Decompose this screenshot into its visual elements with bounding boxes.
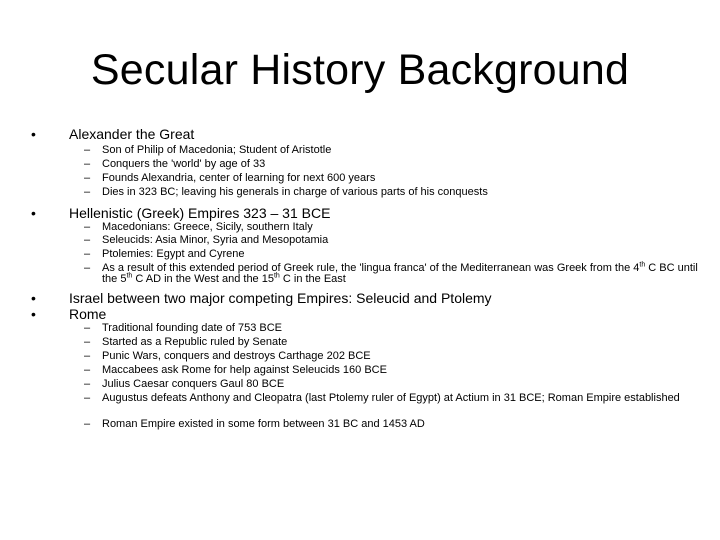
- sub-item-text: Macedonians: Greece, Sicily, southern Italy: [102, 221, 313, 233]
- dash-icon: –: [84, 322, 91, 334]
- sub-item-text: Son of Philip of Macedonia; Student of Aristotle: [102, 144, 332, 156]
- dash-icon: –: [84, 144, 91, 156]
- dash-icon: –: [84, 392, 91, 404]
- sub-item-text: Julius Caesar conquers Gaul 80 BCE: [102, 378, 285, 390]
- slide-title: Secular History Background: [90, 46, 630, 94]
- sub-item-text: Ptolemies: Egypt and Cyrene: [102, 248, 245, 260]
- sub-item-text: Started as a Republic ruled by Senate: [102, 336, 288, 348]
- dash-icon: –: [84, 248, 91, 260]
- dash-icon: –: [84, 186, 91, 198]
- bullet-icon: •: [31, 205, 36, 221]
- dash-icon: –: [84, 364, 91, 376]
- lingua-text-1: As a result of this extended period of Greek rule, the 'lingua franca' of the Mediterranean was Greek from the 4: [102, 262, 640, 274]
- sub-item-text: Punic Wars, conquers and destroys Carthage 202 BCE: [102, 350, 371, 362]
- dash-icon: –: [84, 158, 91, 170]
- ordinal-suffix: th: [639, 261, 646, 269]
- ordinal-suffix: th: [273, 272, 280, 280]
- dash-icon: –: [84, 262, 91, 274]
- sub-item-text: Founds Alexandria, center of learning for next 600 years: [102, 172, 376, 184]
- lingua-text-3: C AD in the West and the 15: [132, 273, 274, 285]
- lingua-text-4: C in the East: [279, 273, 346, 285]
- dash-icon: –: [84, 418, 91, 430]
- bullet-text: Alexander the Great: [69, 126, 195, 142]
- lingua-text-2: C BC until the 5: [102, 262, 698, 285]
- sub-item-text: Maccabees ask Rome for help against Seleucids 160 BCE: [102, 364, 387, 376]
- bullet-icon: •: [31, 306, 36, 322]
- sub-item-text: Conquers the 'world' by age of 33: [102, 158, 266, 170]
- bullet-text: Rome: [69, 306, 107, 322]
- bullet-text: Israel between two major competing Empires: Seleucid and Ptolemy: [69, 290, 492, 306]
- sub-item-text: Seleucids: Asia Minor, Syria and Mesopotamia: [102, 234, 329, 246]
- bullet-icon: •: [31, 126, 36, 142]
- dash-icon: –: [84, 234, 91, 246]
- dash-icon: –: [84, 336, 91, 348]
- sub-item-text: Dies in 323 BC; leaving his generals in charge of various parts of his conquests: [102, 186, 488, 198]
- sub-item-text: Augustus defeats Anthony and Cleopatra (last Ptolemy ruler of Egypt) at Actium in 31 BCE; Roman Empire established: [102, 392, 680, 404]
- dash-icon: –: [84, 172, 91, 184]
- sub-item-text: Traditional founding date of 753 BCE: [102, 322, 282, 334]
- sub-item-text: Roman Empire existed in some form between 31 BC and 1453 AD: [102, 418, 425, 430]
- dash-icon: –: [84, 350, 91, 362]
- bullet-icon: •: [31, 290, 36, 306]
- bullet-text: Hellenistic (Greek) Empires 323 – 31 BCE: [69, 205, 331, 221]
- sub-item-text: [102, 263, 714, 285]
- dash-icon: –: [84, 221, 91, 233]
- ordinal-suffix: th: [126, 272, 133, 280]
- dash-icon: –: [84, 378, 91, 390]
